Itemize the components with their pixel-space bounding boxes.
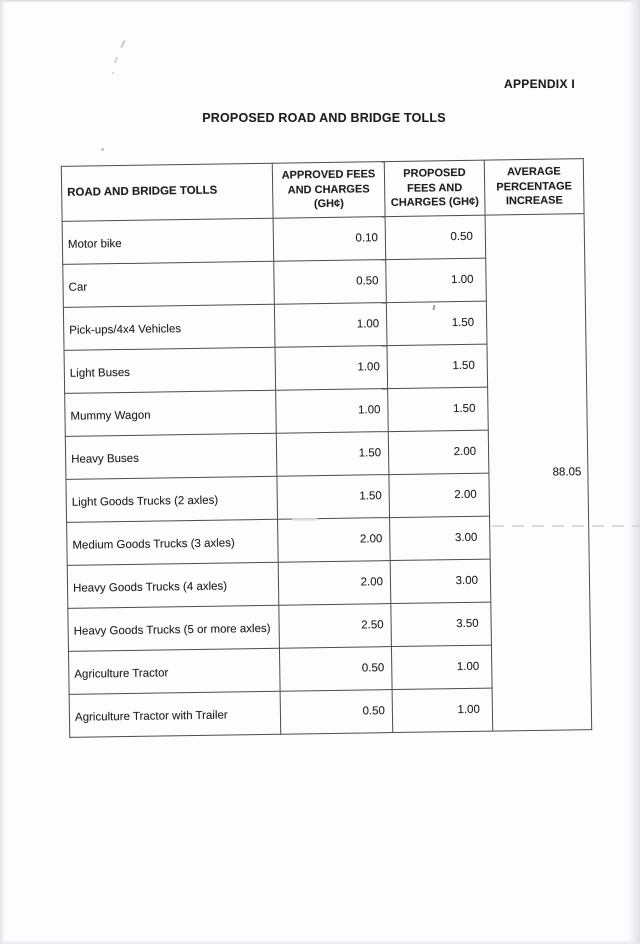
scan-artifact-speck <box>114 57 117 63</box>
proposed-fee-value: 1.50 <box>388 387 489 431</box>
scan-edge-right <box>628 0 640 944</box>
scan-edge-left <box>0 0 5 944</box>
vehicle-label: Heavy Goods Trucks (4 axles) <box>67 562 279 608</box>
document-title: PROPOSED ROAD AND BRIDGE TOLLS <box>202 111 446 125</box>
approved-fee-value: 2.00 <box>278 561 391 606</box>
proposed-fee-value: 3.00 <box>390 559 491 603</box>
vehicle-label: Pick-ups/4x4 Vehicles <box>63 304 275 350</box>
approved-fee-value: 2.00 <box>278 518 391 563</box>
column-header-average-percentage-increase: AVERAGE PERCENTAGE INCREASE <box>484 159 584 215</box>
scan-artifact-speck <box>101 148 104 151</box>
vehicle-label: Light Buses <box>64 347 276 393</box>
column-header-road-and-bridge-tolls: ROAD AND BRIDGE TOLLS <box>61 163 273 221</box>
proposed-fee-value: 3.50 <box>391 602 492 646</box>
approved-fee-value: 1.00 <box>276 389 389 434</box>
approved-fee-value: 0.50 <box>279 647 392 692</box>
table-row <box>62 214 585 265</box>
proposed-fee-value: 1.00 <box>391 645 492 689</box>
vehicle-label: Mummy Wagon <box>65 390 277 436</box>
average-increase-value: 88.05 <box>485 214 592 731</box>
approved-fee-value: 1.50 <box>276 432 389 477</box>
vehicle-label: Heavy Goods Trucks (5 or more axles) <box>68 605 280 651</box>
vehicle-label: Agriculture Tractor <box>68 648 280 694</box>
proposed-fee-value: 0.50 <box>385 215 486 259</box>
approved-fee-value: 0.10 <box>273 217 386 262</box>
vehicle-label: Agriculture Tractor with Trailer <box>69 691 281 737</box>
approved-fee-value: 1.00 <box>275 346 388 391</box>
approved-fee-value: 0.50 <box>274 260 387 305</box>
scan-artifact-speck <box>120 40 125 48</box>
column-header-proposed-fees: PROPOSED FEES AND CHARGES (GH¢) <box>384 160 485 216</box>
scan-artifact-speck <box>112 72 114 74</box>
scan-edge-top <box>0 0 640 3</box>
column-header-approved-fees: APPROVED FEES AND CHARGES (GH¢) <box>272 162 385 219</box>
vehicle-label: Light Goods Trucks (2 axles) <box>66 476 278 522</box>
proposed-fee-value: 1.50 <box>387 344 488 388</box>
approved-fee-value: 1.00 <box>274 303 387 348</box>
proposed-fee-value: 2.00 <box>389 473 490 517</box>
vehicle-label: Motor bike <box>62 218 274 264</box>
approved-fee-value: 2.50 <box>279 604 392 649</box>
proposed-fee-value: 1.00 <box>392 688 493 732</box>
tolls-table <box>61 158 592 738</box>
vehicle-label: Car <box>63 261 275 307</box>
proposed-fee-value: 1.00 <box>386 258 487 302</box>
tolls-table-wrapper <box>61 158 592 738</box>
vehicle-label: Heavy Buses <box>65 433 277 479</box>
proposed-fee-value: 3.00 <box>390 516 491 560</box>
proposed-fee-value: 2.00 <box>388 430 489 474</box>
table-header-row <box>61 159 584 222</box>
scan-edge-bottom <box>0 940 640 944</box>
vehicle-label: Medium Goods Trucks (3 axles) <box>67 519 279 565</box>
appendix-label: APPENDIX I <box>504 77 576 91</box>
proposed-fee-value: 1.50 <box>386 301 487 345</box>
approved-fee-value: 0.50 <box>280 690 393 735</box>
approved-fee-value: 1.50 <box>277 475 390 520</box>
